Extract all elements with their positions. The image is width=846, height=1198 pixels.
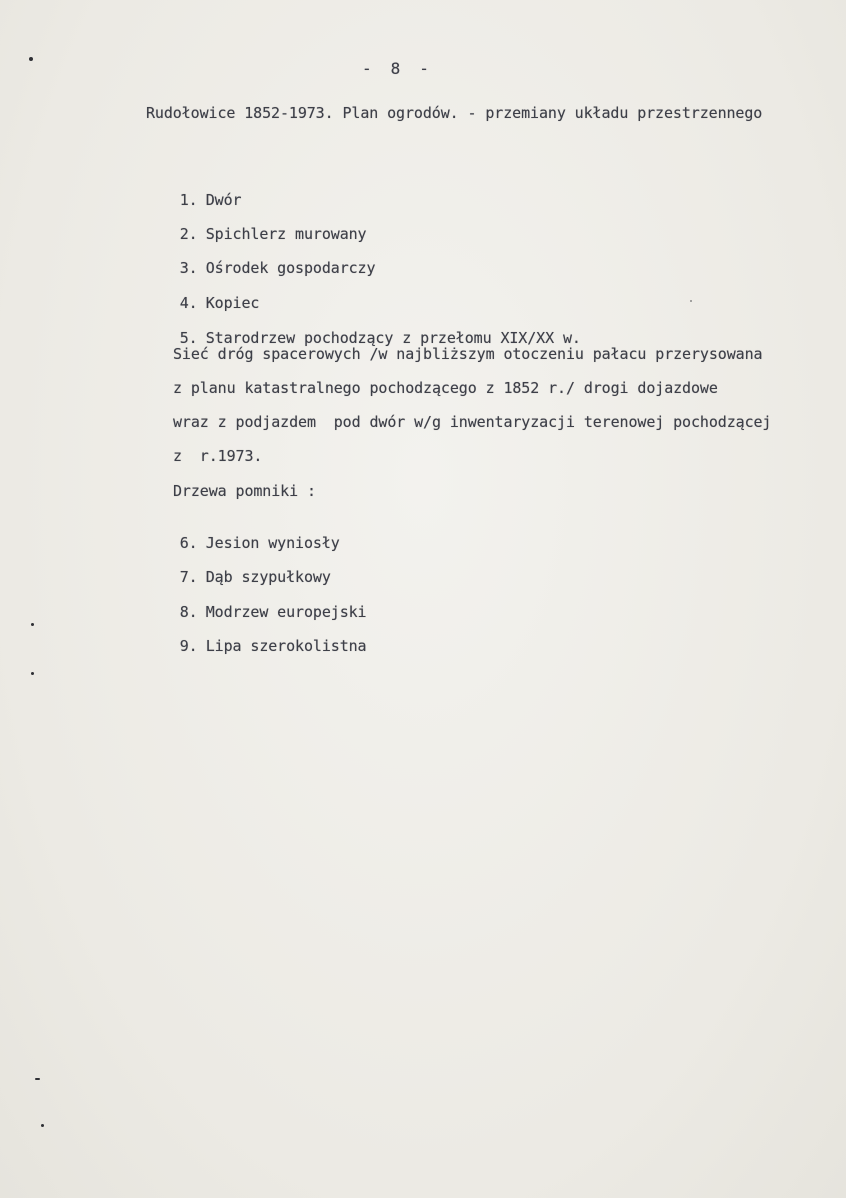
list-item-text: Dąb szypułkowy <box>205 568 331 586</box>
scan-speck <box>690 300 692 302</box>
list-item-text: Starodrzew pochodzący z przełomu XIX/XX w. <box>205 329 581 347</box>
list-item-number: 8. <box>179 603 198 621</box>
list-item-number: 9. <box>179 637 198 655</box>
list-item <box>144 619 367 673</box>
list-item-text: Dwór <box>205 191 242 209</box>
page-number: - 8 - <box>362 59 429 78</box>
list-item-text: Kopiec <box>205 294 260 312</box>
scan-speck <box>29 57 33 61</box>
scan-speck <box>35 1078 40 1080</box>
list-item-number: 4. <box>179 294 198 312</box>
list-item-number: 1. <box>179 191 198 209</box>
list-item-number: 3. <box>179 259 198 277</box>
document-title: Rudołowice 1852-1973. Plan ogrodów. - przemiany układu przestrzennego <box>146 104 763 122</box>
subheading: Drzewa pomniki : <box>173 482 316 500</box>
list-item-text: Jesion wyniosły <box>205 534 340 552</box>
paragraph-line: wraz z podjazdem pod dwór w/g inwentaryzacji terenowej pochodzącej <box>173 413 772 431</box>
scan-speck <box>41 1124 44 1127</box>
list-item-number: 2. <box>179 225 198 243</box>
list-item-number: 5. <box>179 329 198 347</box>
list-item-text: Spichlerz murowany <box>205 225 367 243</box>
list-item-text: Lipa szerokolistna <box>205 637 367 655</box>
scan-speck <box>31 623 34 626</box>
list-item-text: Ośrodek gospodarczy <box>205 259 376 277</box>
scan-speck <box>31 672 34 675</box>
list-item-number: 7. <box>179 568 198 586</box>
paragraph-line: z planu katastralnego pochodzącego z 1852 r./ drogi dojazdowe <box>173 379 718 397</box>
list-item-text: Modrzew europejski <box>205 603 367 621</box>
list-item-number: 6. <box>179 534 198 552</box>
paragraph-line: Sieć dróg spacerowych /w najbliższym otoczeniu pałacu przerysowana <box>173 345 763 363</box>
paragraph-line: z r.1973. <box>173 447 263 465</box>
